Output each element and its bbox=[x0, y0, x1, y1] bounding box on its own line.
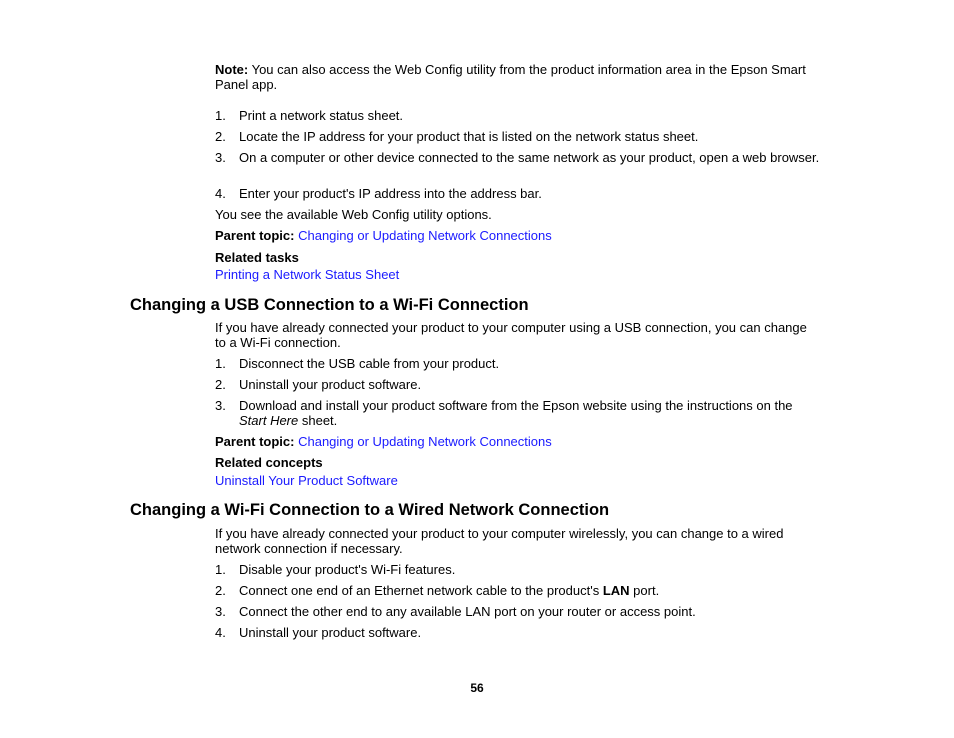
step-text-a: Download and install your product software from the Epson website using the instructions on the bbox=[239, 398, 793, 413]
step-number: 4. bbox=[215, 625, 226, 640]
step-text: Uninstall your product software. bbox=[239, 377, 422, 392]
step-number: 3. bbox=[215, 398, 226, 413]
result-text: You see the available Web Config utility options. bbox=[215, 207, 492, 222]
related-concepts-heading: Related concepts bbox=[215, 455, 323, 470]
note-label: Note: bbox=[215, 62, 249, 77]
step-number: 1. bbox=[215, 356, 226, 371]
related-task-link-wrap bbox=[215, 267, 820, 282]
step-text bbox=[239, 398, 820, 428]
step-text: Disable your product's Wi-Fi features. bbox=[239, 562, 456, 577]
related-concept-link[interactable]: Uninstall Your Product Software bbox=[215, 473, 398, 488]
related-task-link[interactable]: Printing a Network Status Sheet bbox=[215, 267, 400, 282]
parent-topic bbox=[215, 228, 820, 243]
step-text-a: Connect one end of an Ethernet network cable to the product's bbox=[239, 583, 603, 598]
page-number: 56 bbox=[470, 681, 484, 695]
step-text: Enter your product's IP address into the address bar. bbox=[239, 186, 542, 201]
section-intro: If you have already connected your product to your computer using a USB connection, you can change to a Wi-Fi connection. bbox=[215, 320, 807, 350]
step-text: Connect the other end to any available LAN port on your router or access point. bbox=[239, 604, 696, 619]
step-text bbox=[239, 583, 820, 598]
parent-topic-label: Parent topic: bbox=[215, 434, 295, 449]
section-heading: Changing a Wi-Fi Connection to a Wired Network Connection bbox=[130, 501, 610, 519]
step-text-b: port. bbox=[629, 583, 660, 598]
parent-topic bbox=[215, 434, 820, 449]
step-number: 2. bbox=[215, 377, 226, 392]
note-text: You can also access the Web Config utility from the product information area in the Epson Smart Panel app. bbox=[215, 62, 806, 92]
step-text: Locate the IP address for your product that is listed on the network status sheet. bbox=[239, 129, 699, 144]
related-tasks-heading: Related tasks bbox=[215, 250, 299, 265]
step-number: 3. bbox=[215, 604, 226, 619]
step-number: 2. bbox=[215, 583, 226, 598]
parent-topic-link[interactable]: Changing or Updating Network Connections bbox=[298, 434, 552, 449]
note-paragraph bbox=[215, 62, 820, 92]
section-intro: If you have already connected your product to your computer wirelessly, you can change to a wired network connection if necessary. bbox=[215, 526, 784, 556]
step-number: 4. bbox=[215, 186, 226, 201]
step-number: 1. bbox=[215, 562, 226, 577]
step-text: Uninstall your product software. bbox=[239, 625, 422, 640]
step-text-b: sheet. bbox=[298, 413, 338, 428]
step-number: 2. bbox=[215, 129, 226, 144]
step-number: 1. bbox=[215, 108, 226, 123]
section-heading: Changing a USB Connection to a Wi-Fi Connection bbox=[130, 296, 529, 314]
step-text-italic: Start Here bbox=[239, 413, 299, 428]
step-number: 3. bbox=[215, 150, 226, 165]
related-concept-link-wrap bbox=[215, 473, 820, 488]
parent-topic-label: Parent topic: bbox=[215, 228, 295, 243]
step-text: Disconnect the USB cable from your product. bbox=[239, 356, 500, 371]
step-text-bold: LAN bbox=[602, 583, 630, 598]
parent-topic-link[interactable]: Changing or Updating Network Connections bbox=[298, 228, 552, 243]
step-text: Print a network status sheet. bbox=[239, 108, 404, 123]
step-text: On a computer or other device connected to the same network as your product, open a web browser. bbox=[239, 150, 820, 165]
